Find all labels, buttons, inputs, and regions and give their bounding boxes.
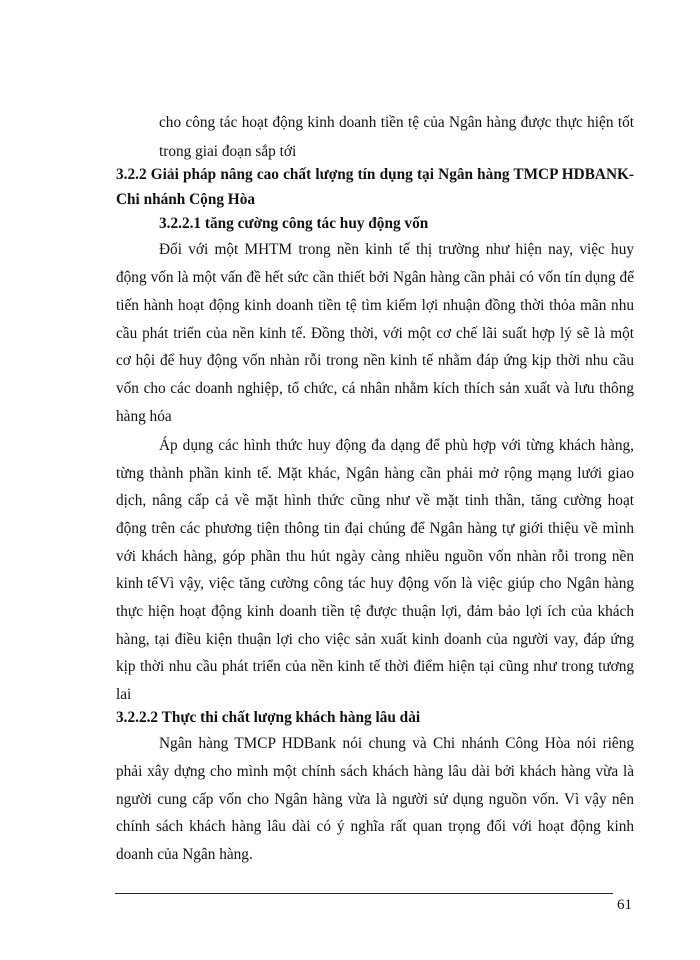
- paragraph-line: cầu phát triển của nền kinh tế. Đồng thời, với một cơ chế lãi suất hợp lý sẽ là một: [116, 325, 634, 342]
- paragraph-line: kịp thời nhu cầu phát triển của nền kinh tế thời điểm hiện tại cũng như trong tương: [116, 658, 634, 675]
- paragraph-line: cơ hội để huy động vốn nhàn rỗi trong nền kinh tế nhằm đáp ứng kịp thời nhu cầu: [116, 352, 634, 369]
- paragraph-line: lai: [116, 686, 132, 703]
- page-number: 61: [617, 897, 632, 913]
- paragraph-line: động vốn là một vấn đề hết sức cần thiết bởi Ngân hàng cần phải có vốn tín dụng để: [116, 269, 634, 286]
- heading-line: 3.2.2 Giải pháp nâng cao chất lượng tín dụng tại Ngân hàng TMCP HDBANK-: [116, 166, 634, 183]
- heading-line: Chi nhánh Cộng Hòa: [116, 191, 256, 208]
- paragraph-line: hàng, tại điều kiện thuận lợi cho việc sản xuất kinh doanh của người vay, đáp ứng: [116, 631, 634, 648]
- paragraph-line: tiến hành hoạt động kinh doanh tiền tệ tìm kiếm lợi nhuận đồng thời thỏa mãn nhu: [116, 297, 634, 314]
- paragraph-line: phải xây dựng cho mình một chính sách khách hàng lâu dài bởi khách hàng vừa là: [116, 763, 634, 780]
- paragraph-line: Vì vậy, việc tăng cường công tác huy động vốn là việc giúp cho Ngân hàng: [159, 575, 634, 592]
- paragraph-line: dịch, nâng cấp cả về mặt hình thức cũng như về mặt tinh thần, tăng cường hoạt: [116, 492, 634, 509]
- paragraph-line: với khách hàng, góp phần thu hút ngày càng nhiều nguồn vốn nhàn rỗi trong nền: [116, 548, 634, 565]
- paragraph-line: vốn cho các doanh nghiệp, tổ chức, cá nhân nhằm kích thích sản xuất và lưu thông: [116, 380, 634, 397]
- heading-line: 3.2.2.2 Thực thi chất lượng khách hàng lâu dài: [116, 709, 421, 726]
- paragraph-line: trong giai đoạn sắp tới: [159, 143, 297, 160]
- paragraph-line: doanh của Ngân hàng.: [116, 846, 253, 863]
- paragraph-line: người cung cấp vốn cho Ngân hàng vừa là người sử dụng nguồn vốn. Vì vậy nên: [116, 791, 634, 808]
- paragraph-line: kinh tế: [116, 575, 159, 592]
- footer-rule: [115, 893, 613, 894]
- paragraph-line: động trên các phương tiện thông tin đại chúng để Ngân hàng tự giới thiệu về mình: [116, 520, 634, 537]
- paragraph-line: Ngân hàng TMCP HDBank nói chung và Chi nhánh Công Hòa nói riêng: [159, 735, 634, 752]
- heading-line: 3.2.2.1 tăng cường công tác huy động vốn: [159, 215, 429, 232]
- paragraph-line: từng thành phần kinh tế. Mặt khác, Ngân hàng cần phải mở rộng mạng lưới giao: [116, 465, 634, 482]
- paragraph-line: Áp dụng các hình thức huy động đa dạng để phù hợp với từng khách hàng,: [159, 437, 634, 454]
- paragraph-line: cho công tác hoạt động kinh doanh tiền tệ của Ngân hàng được thực hiện tốt: [159, 114, 634, 131]
- paragraph-line: hàng hóa: [116, 408, 172, 425]
- paragraph-line: thực hiện hoạt động kinh doanh tiền tệ được thuận lợi, đảm bảo lợi ích của khách: [116, 603, 634, 620]
- paragraph-line: Đối với một MHTM trong nền kinh tế thị trường như hiện nay, việc huy: [159, 241, 634, 258]
- paragraph-line: chính sách khách hàng lâu dài có ý nghĩa rất quan trọng đối với hoạt động kinh: [116, 818, 634, 835]
